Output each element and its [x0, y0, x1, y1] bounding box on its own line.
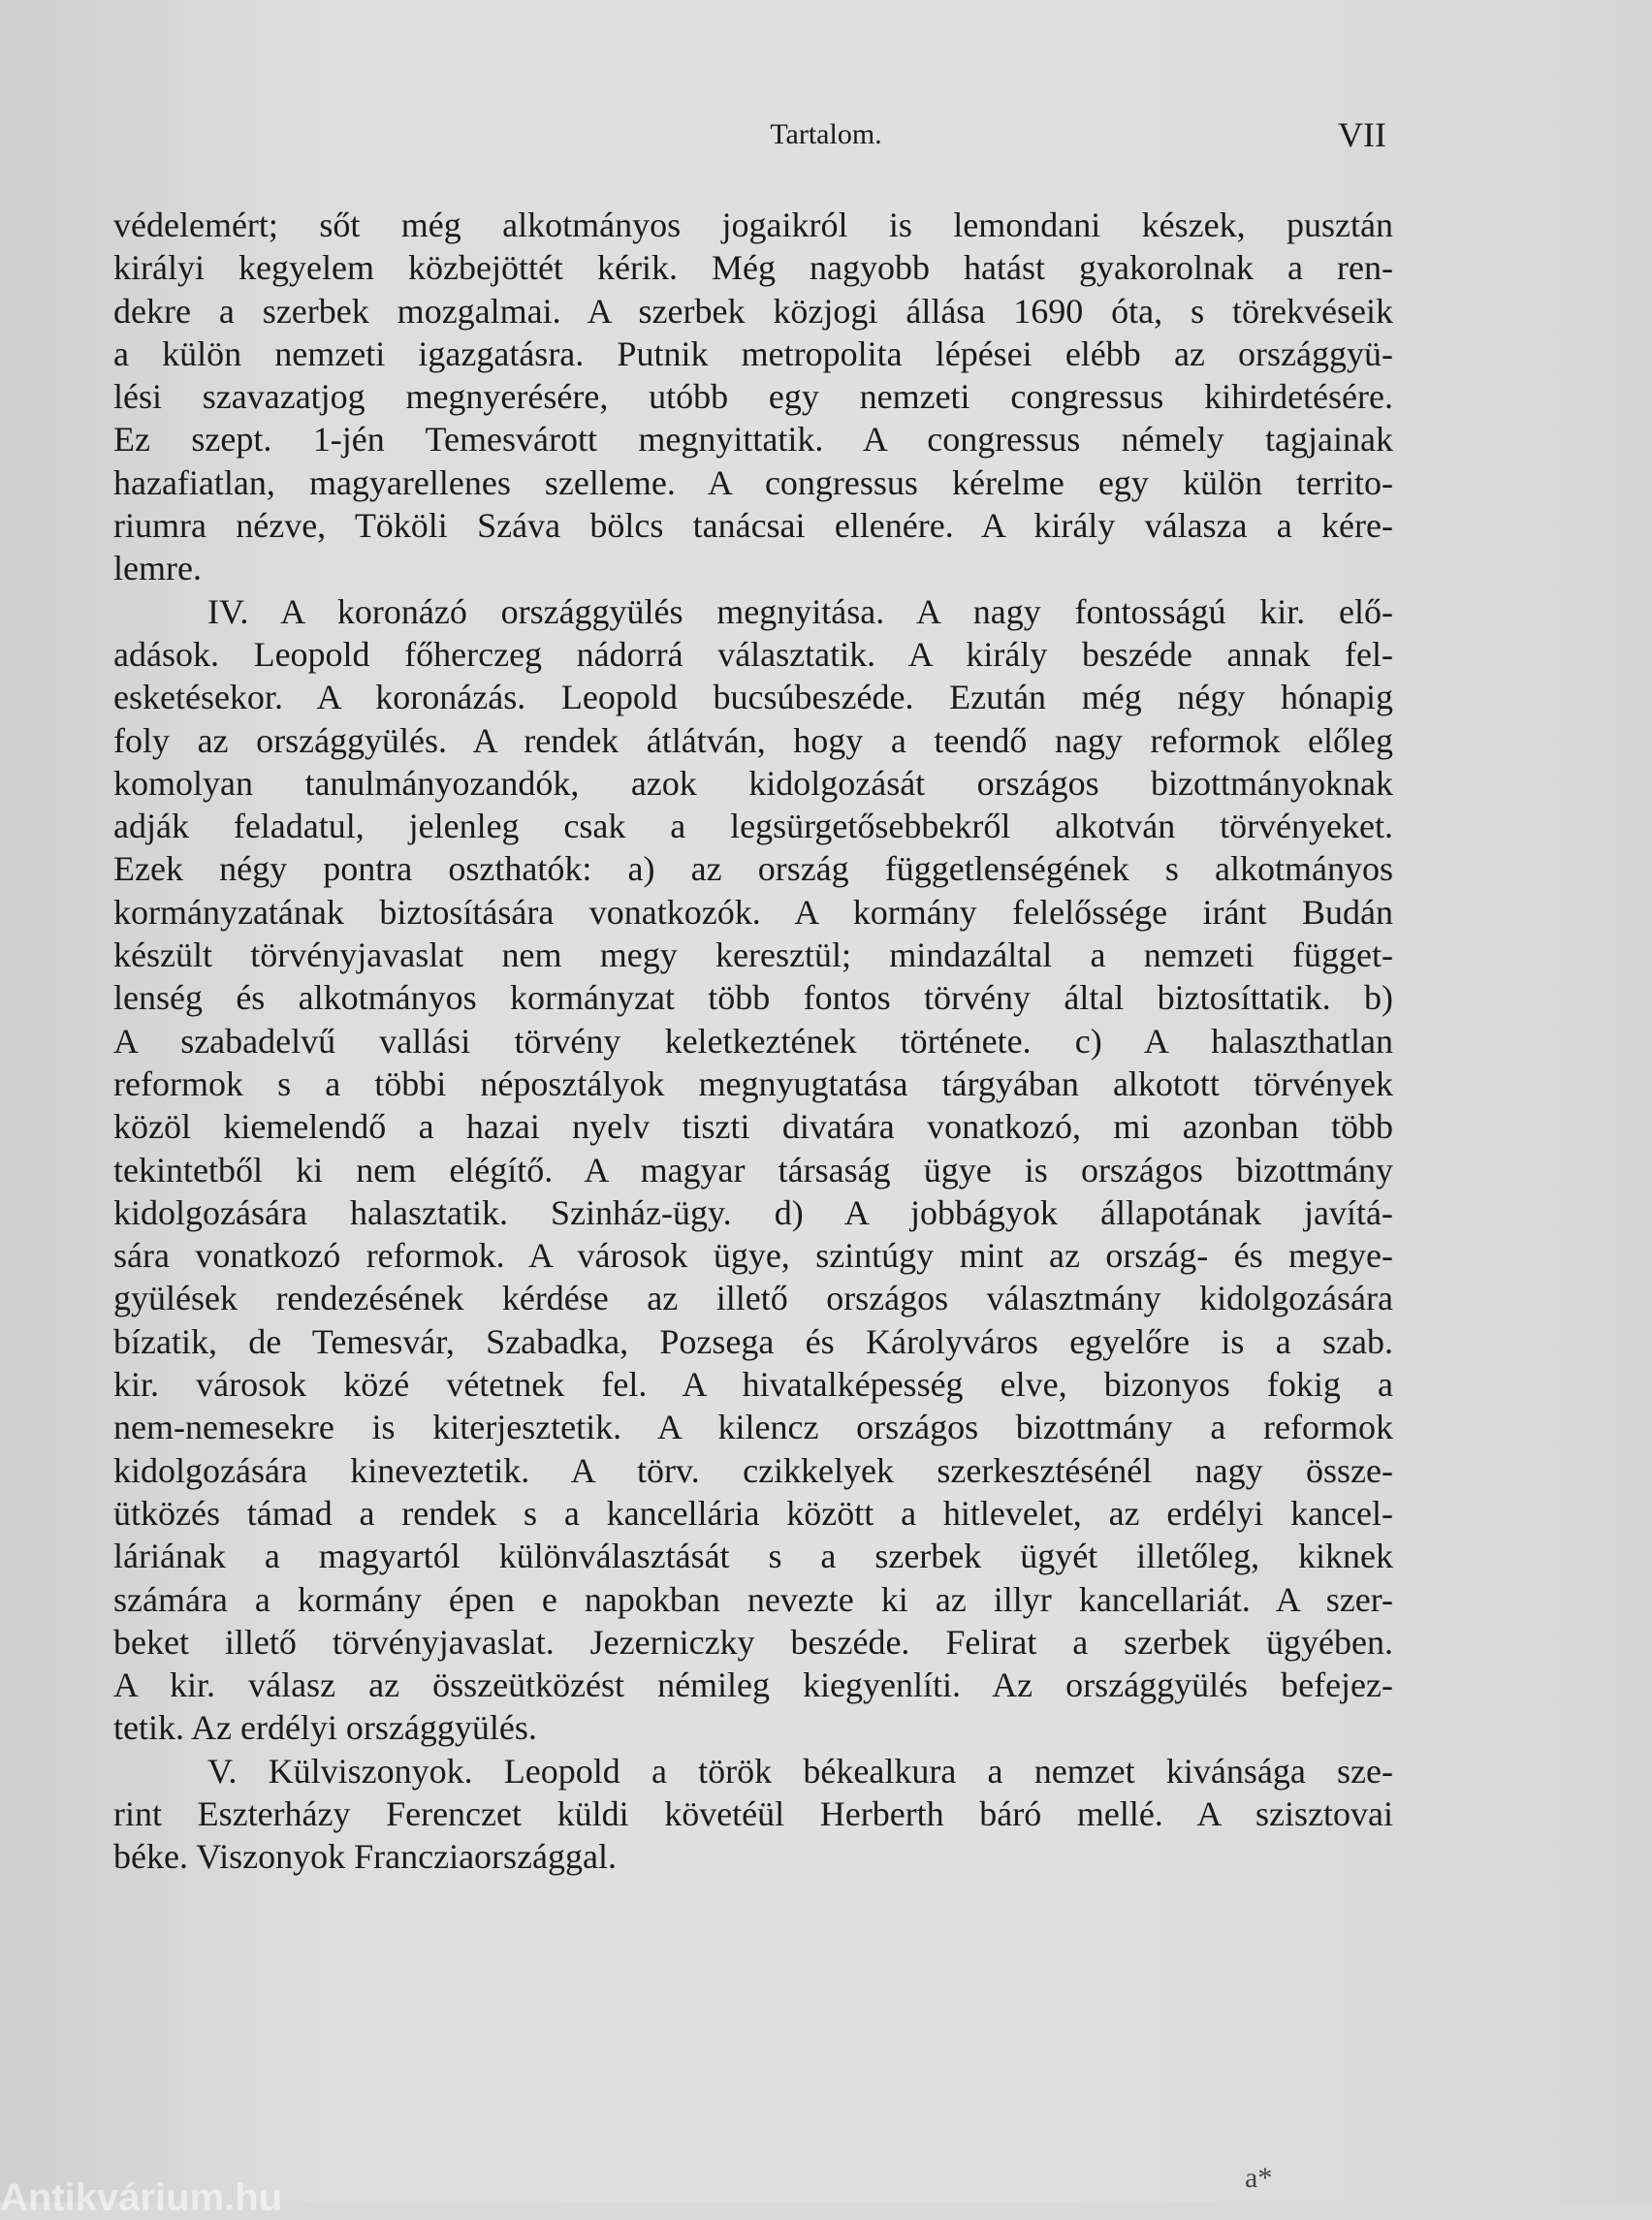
signature-mark: a* — [1245, 2162, 1273, 2194]
text-line: gyülések rendezésének kérdése az illető országos választmány kidolgozására — [113, 1279, 1393, 1318]
text-line: közöl kiemelendő a hazai nyelv tiszti divatára vonatkozó, mi azonban több — [113, 1107, 1393, 1147]
text-line: IV. A koronázó országgyülés megnyitása. A nagy fontosságú kir. elő- — [207, 591, 1393, 631]
text-line: rint Eszterházy Ferenczet küldi követéül Herberth báró mellé. A szisztovai — [113, 1793, 1393, 1833]
text-line: királyi kegyelem közbejöttét kérik. Még nagyobb hatást gyakorolnak a ren- — [113, 248, 1393, 288]
text-line: ütközés támad a rendek s a kancellária között a hitlevelet, az erdélyi kancel- — [113, 1493, 1393, 1533]
text-line: láriának a magyartól különválasztását s a szerbek ügyét illetőleg, kiknek — [113, 1537, 1393, 1576]
text-line: a külön nemzeti igazgatásra. Putnik metropolita lépései elébb az országgyü- — [113, 333, 1393, 373]
text-line: adások. Leopold főherczeg nádorrá választatik. A király beszéde annak fel- — [113, 634, 1393, 674]
text-line: kidolgozására halasztatik. Szinház-ügy. d) A jobbágyok állapotának javítá- — [113, 1192, 1393, 1232]
text-line: Ez szept. 1-jén Temesvárott megnyittatik. A congressus némely tagjainak — [113, 420, 1393, 460]
text-line: adják feladatul, jelenleg csak a legsürgetősebbekről alkotván törvényeket. — [113, 807, 1393, 846]
text-line: lemre. — [113, 549, 202, 588]
text-line: kir. városok közé vétetnek fel. A hivatalképesség elve, bizonyos fokig a — [113, 1365, 1393, 1405]
text-line: komolyan tanulmányozandók, azok kidolgozását országos bizottmányoknak — [113, 763, 1393, 803]
page-number: VII — [1338, 115, 1386, 154]
text-line: reformok s a többi néposztályok megnyugtatása tárgyában alkotott törvények — [113, 1063, 1393, 1103]
text-line: hazafiatlan, magyarellenes szelleme. A congressus kérelme egy külön territo- — [113, 462, 1393, 502]
text-line: bízatik, de Temesvár, Szabadka, Pozsega és Károlyváros egyelőre is a szab. — [113, 1321, 1393, 1361]
text-line: lenség és alkotmányos kormányzat több fontos törvény által biztosíttatik. b) — [113, 978, 1393, 1018]
text-line: esketésekor. A koronázás. Leopold bucsúbeszéde. Ezután még négy hónapig — [113, 678, 1393, 717]
running-head-title: Tartalom. — [770, 118, 882, 150]
text-line: riumra nézve, Tököli Száva bölcs tanácsai ellenére. A király válasza a kére- — [113, 506, 1393, 546]
text-line: dekre a szerbek mozgalmai. A szerbek közjogi állása 1690 óta, s törekvéseik — [113, 291, 1393, 331]
text-line: beket illető törvényjavaslat. Jezerniczky beszéde. Felirat a szerbek ügyében. — [113, 1622, 1393, 1662]
text-line: kormányzatának biztosítására vonatkozók. A kormány felelőssége iránt Budán — [113, 892, 1393, 932]
text-line: készült törvényjavaslat nem megy keresztül; mindazáltal a nemzeti függet- — [113, 936, 1393, 975]
text-line: lési szavazatjog megnyerésére, utóbb egy nemzeti congressus kihirdetésére. — [113, 377, 1393, 417]
text-line: V. Külviszonyok. Leopold a török békealkura a nemzet kivánsága sze- — [207, 1751, 1393, 1791]
text-line: védelemért; sőt még alkotmányos jogaikról is lemondani készek, pusztán — [113, 206, 1393, 244]
text-line: nem-nemesekre is kiterjesztetik. A kilencz országos bizottmány a reformok — [113, 1408, 1393, 1447]
text-line: béke. Viszonyok Francziaországgal. — [113, 1837, 617, 1877]
text-line: tekintetből ki nem elégítő. A magyar társaság ügye is országos bizottmány — [113, 1150, 1393, 1189]
text-line: A kir. válasz az összeütközést némileg kiegyenlíti. Az országgyülés befejez- — [113, 1665, 1393, 1705]
text-line: foly az országgyülés. A rendek átlátván, hogy a teendő nagy reformok előleg — [113, 720, 1393, 760]
body-text — [113, 204, 1393, 1879]
text-line: Ezek négy pontra oszthatók: a) az ország függetlenségének s alkotmányos — [113, 849, 1393, 889]
text-line: számára a kormány épen e napokban nevezte ki az illyr kancellariát. A szer- — [113, 1579, 1393, 1619]
text-line: tetik. Az erdélyi országgyülés. — [113, 1708, 537, 1748]
text-line: kidolgozására kineveztetik. A törv. czikkelyek szerkesztésénél nagy össze- — [113, 1450, 1393, 1490]
watermark: Antikvárium.hu — [0, 2176, 283, 2219]
text-line: sára vonatkozó reformok. A városok ügye, szintúgy mint az ország- és megye- — [113, 1236, 1393, 1276]
text-line: A szabadelvű vallási törvény keletkeztének története. c) A halaszthatlan — [113, 1021, 1393, 1061]
